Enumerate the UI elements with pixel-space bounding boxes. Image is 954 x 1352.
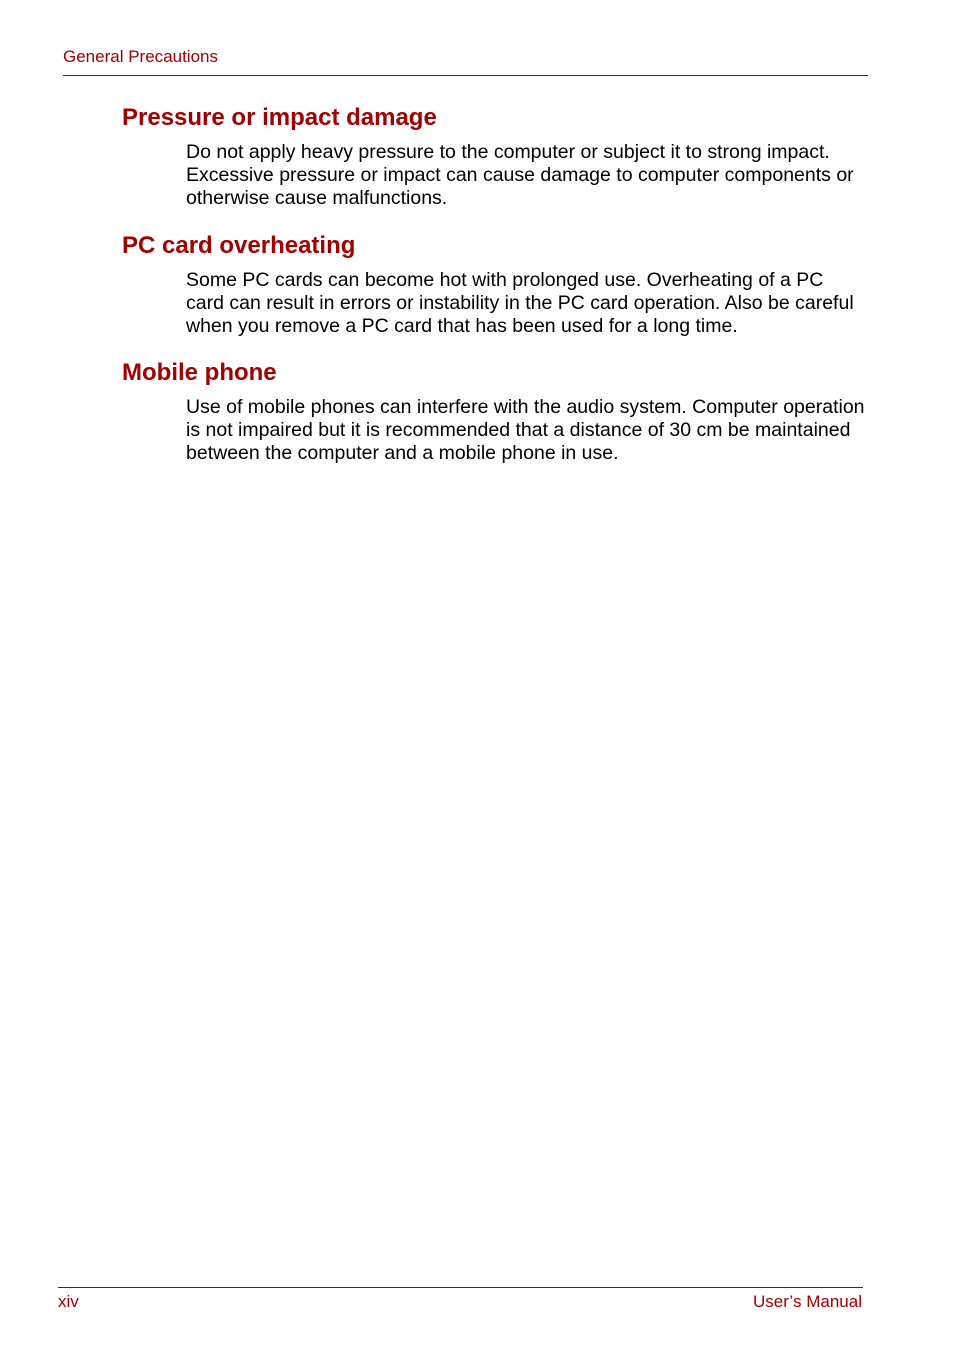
running-header: General Precautions [63, 47, 218, 66]
section-heading: Mobile phone [122, 359, 277, 386]
section-mobile-phone [122, 359, 865, 465]
section-pressure-impact [122, 104, 862, 210]
section-body: Some PC cards can become hot with prolonged use. Overheating of a PC card can result in errors or instability in the PC card operation. Also be careful when you remove a PC card that has been used for a long time. [186, 269, 854, 337]
section-heading: Pressure or impact damage [122, 104, 437, 131]
section-pc-card-overheating [122, 232, 862, 338]
section-heading: PC card overheating [122, 232, 356, 259]
section-body: Use of mobile phones can interfere with the audio system. Computer operation is not impaired but it is recommended that a distance of 30 cm be maintained between the computer and a mobile phone in use. [186, 396, 865, 464]
page-number: xiv [58, 1292, 79, 1311]
header-divider [63, 75, 868, 76]
footer-divider [58, 1287, 863, 1288]
manual-title: User’s Manual [753, 1292, 862, 1311]
section-body: Do not apply heavy pressure to the computer or subject it to strong impact. Excessive pressure or impact can cause damage to computer components or otherwise cause malfunctions. [186, 141, 854, 209]
